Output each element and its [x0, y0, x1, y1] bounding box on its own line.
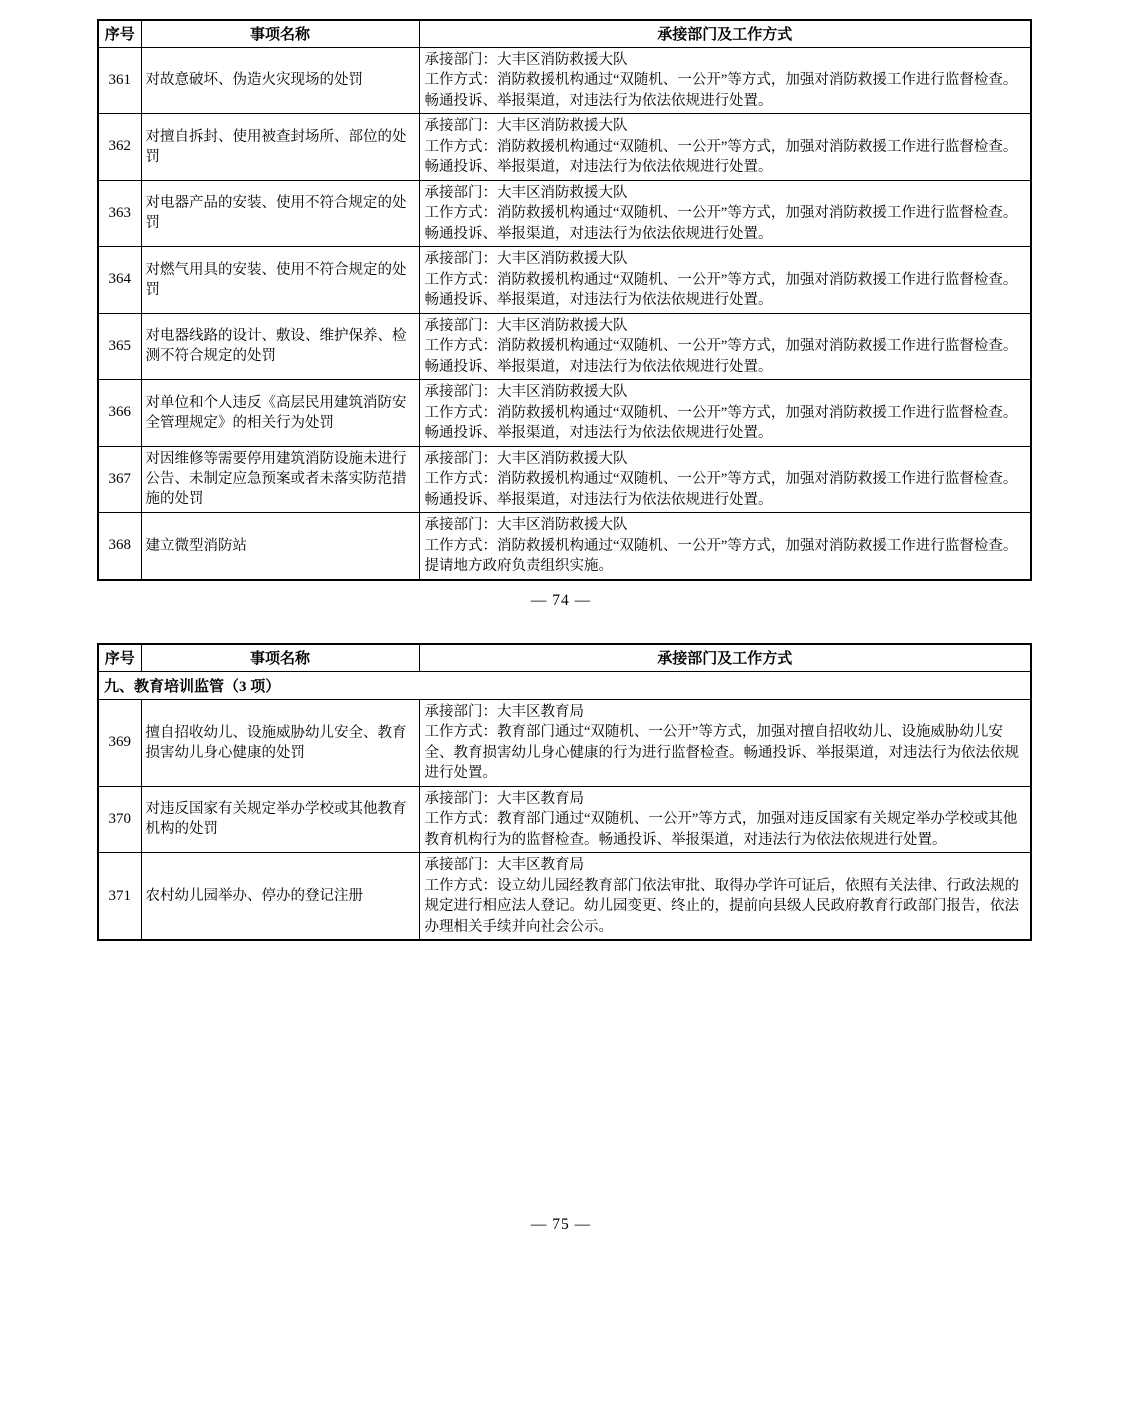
item-name: 对因维修等需要停用建筑消防设施未进行公告、未制定应急预案或者未落实防范措施的处罚 [141, 446, 419, 513]
header-dept-method: 承接部门及工作方式 [419, 20, 1031, 47]
dept-method-cell [419, 446, 1031, 513]
table-row [98, 247, 1031, 314]
row-number: 371 [98, 853, 141, 941]
method-line: 工作方式：消防救援机构通过“双随机、一公开”等方式，加强对消防救援工作进行监督检查。畅通投诉、举报渠道，对违法行为依法依规进行处置。 [424, 271, 1018, 308]
method-line: 工作方式：消防救援机构通过“双随机、一公开”等方式，加强对消防救援工作进行监督检查。畅通投诉、举报渠道，对违法行为依法依规进行处置。 [424, 72, 1018, 109]
dept-method-cell [419, 786, 1031, 853]
row-number: 362 [98, 114, 141, 181]
dept-method-cell [419, 47, 1031, 114]
table-row [98, 446, 1031, 513]
header-item-name: 事项名称 [141, 644, 419, 671]
dept-line: 承接部门：大丰区消防救援大队 [424, 251, 628, 267]
method-line: 工作方式：消防救援机构通过“双随机、一公开”等方式，加强对消防救援工作进行监督检查。畅通投诉、举报渠道，对违法行为依法依规进行处置。 [424, 404, 1018, 441]
table-row [98, 47, 1031, 114]
header-seq: 序号 [98, 644, 141, 671]
table-body [98, 47, 1031, 580]
method-line: 工作方式：消防救援机构通过“双随机、一公开”等方式，加强对消防救援工作进行监督检查。畅通投诉、举报渠道，对违法行为依法依规进行处置。 [424, 471, 1018, 508]
dept-method-cell [419, 853, 1031, 941]
row-number: 364 [98, 247, 141, 314]
dept-method-cell [419, 380, 1031, 447]
method-line: 工作方式：设立幼儿园经教育部门依法审批、取得办学许可证后，依照有关法律、行政法规的规定进行相应法人登记。幼儿园变更、终止的，提前向县级人民政府教育行政部门报告，依法办理相关手续并向社会公示。 [424, 877, 1019, 935]
item-name: 对电器产品的安装、使用不符合规定的处罚 [141, 180, 419, 247]
method-line: 工作方式：消防救援机构通过“双随机、一公开”等方式，加强对消防救援工作进行监督检查。畅通投诉、举报渠道，对违法行为依法依规进行处置。 [424, 138, 1018, 175]
row-number: 363 [98, 180, 141, 247]
table-row [98, 853, 1031, 941]
dept-line: 承接部门：大丰区消防救援大队 [424, 517, 628, 533]
item-name: 对电器线路的设计、敷设、维护保养、检测不符合规定的处罚 [141, 313, 419, 380]
row-number: 368 [98, 513, 141, 580]
table-body [98, 671, 1031, 940]
header-row [98, 20, 1031, 47]
method-line: 工作方式：教育部门通过“双随机、一公开”等方式，加强对违反国家有关规定举办学校或其他教育机构行为的监督检查。畅通投诉、举报渠道，对违法行为依法依规进行处置。 [424, 811, 1018, 848]
row-number: 366 [98, 380, 141, 447]
table-row [98, 513, 1031, 580]
table-page-75 [97, 643, 1032, 941]
dept-line: 承接部门：大丰区教育局 [424, 857, 584, 873]
section-row [98, 671, 1031, 699]
dept-method-cell [419, 247, 1031, 314]
table-header [98, 20, 1031, 47]
dept-method-cell [419, 513, 1031, 580]
row-number: 369 [98, 699, 141, 786]
page-number-75: — 75 — [530, 1216, 592, 1233]
row-number: 361 [98, 47, 141, 114]
method-line: 工作方式：消防救援机构通过“双随机、一公开”等方式，加强对消防救援工作进行监督检查。提请地方政府负责组织实施。 [424, 537, 1018, 574]
dept-line: 承接部门：大丰区消防救援大队 [424, 118, 628, 134]
row-number: 365 [98, 313, 141, 380]
table-row [98, 114, 1031, 181]
item-name: 对违反国家有关规定举办学校或其他教育机构的处罚 [141, 786, 419, 853]
dept-method-cell [419, 180, 1031, 247]
dept-line: 承接部门：大丰区消防救援大队 [424, 384, 628, 400]
item-name: 擅自招收幼儿、设施威胁幼儿安全、教育损害幼儿身心健康的处罚 [141, 699, 419, 786]
page-number-74: — 74 — [530, 592, 592, 609]
header-dept-method: 承接部门及工作方式 [419, 644, 1031, 671]
item-name: 对单位和个人违反《高层民用建筑消防安全管理规定》的相关行为处罚 [141, 380, 419, 447]
dept-line: 承接部门：大丰区消防救援大队 [424, 51, 628, 68]
section-label: 九、教育培训监管（3 项） [98, 671, 1031, 699]
dept-line: 承接部门：大丰区教育局 [424, 790, 584, 807]
item-name: 对擅自拆封、使用被查封场所、部位的处罚 [141, 114, 419, 181]
method-line: 工作方式：教育部门通过“双随机、一公开”等方式，加强对擅自招收幼儿、设施威胁幼儿安全、教育损害幼儿身心健康的行为进行监督检查。畅通投诉、举报渠道，对违法行为依法依规进行处置。 [424, 724, 1019, 781]
dept-line: 承接部门：大丰区消防救援大队 [424, 184, 628, 201]
dept-method-cell [419, 313, 1031, 380]
table-header [98, 644, 1031, 671]
dept-method-cell [419, 114, 1031, 181]
method-line: 工作方式：消防救援机构通过“双随机、一公开”等方式，加强对消防救援工作进行监督检查。畅通投诉、举报渠道，对违法行为依法依规进行处置。 [424, 338, 1018, 375]
dept-line: 承接部门：大丰区消防救援大队 [424, 450, 628, 467]
table-row [98, 380, 1031, 447]
method-line: 工作方式：消防救援机构通过“双随机、一公开”等方式，加强对消防救援工作进行监督检查。畅通投诉、举报渠道，对违法行为依法依规进行处置。 [424, 205, 1018, 242]
header-seq: 序号 [98, 20, 141, 47]
dept-line: 承接部门：大丰区教育局 [424, 703, 584, 720]
table-row [98, 180, 1031, 247]
table-row [98, 786, 1031, 853]
item-name: 农村幼儿园举办、停办的登记注册 [141, 853, 419, 941]
table-row [98, 313, 1031, 380]
header-item-name: 事项名称 [141, 20, 419, 47]
header-row [98, 644, 1031, 671]
item-name: 对故意破坏、伪造火灾现场的处罚 [141, 47, 419, 114]
row-number: 370 [98, 786, 141, 853]
item-name: 建立微型消防站 [141, 513, 419, 580]
table-row [98, 699, 1031, 786]
dept-method-cell [419, 699, 1031, 786]
row-number: 367 [98, 446, 141, 513]
table-page-74 [97, 19, 1032, 581]
item-name: 对燃气用具的安装、使用不符合规定的处罚 [141, 247, 419, 314]
dept-line: 承接部门：大丰区消防救援大队 [424, 317, 628, 334]
